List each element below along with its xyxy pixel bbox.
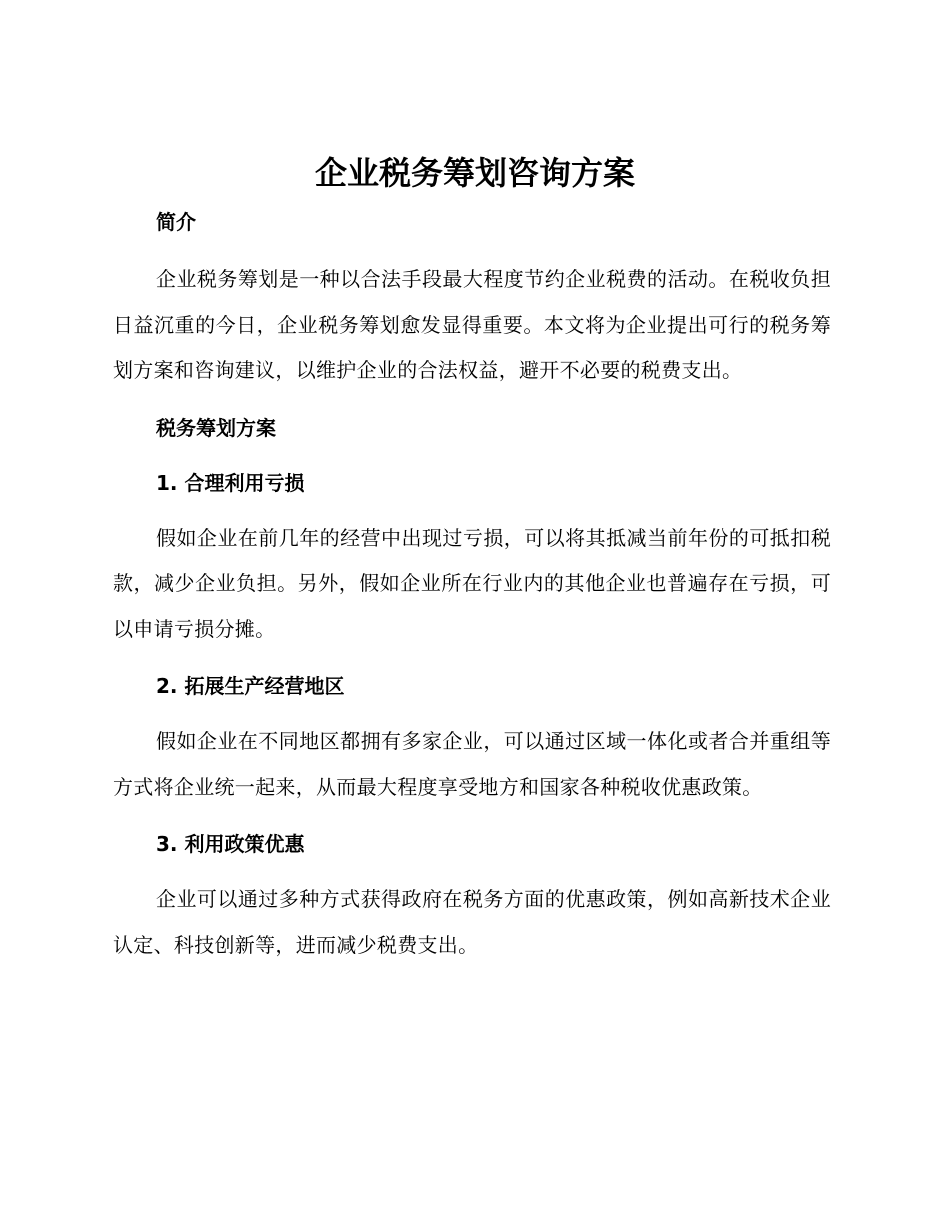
item-heading-1: 1. 合理利用亏损 [156,470,305,495]
item-paragraph-3: 企业可以通过多种方式获得政府在税务方面的优惠政策，例如高新技术企业认定、科技创新等，进而减少税费支出。 [113,887,831,957]
intro-paragraph: 企业税务筹划是一种以合法手段最大程度节约企业税费的活动。在税收负担日益沉重的今日，企业税务筹划愈发显得重要。本文将为企业提出可行的税务筹划方案和咨询建议，以维护企业的合法权益，避开不必要的税费支出。 [113,267,831,382]
section-heading-intro: 简介 [156,210,196,234]
document-title: 企业税务筹划咨询方案 [314,154,635,192]
section-heading-plan: 税务筹划方案 [156,415,276,440]
item-paragraph-1: 假如企业在前几年的经营中出现过亏损，可以将其抵减当前年份的可抵扣税款，减少企业负担。另外，假如企业所在行业内的其他企业也普遍存在亏损，可以申请亏损分摊。 [113,525,831,641]
item-paragraph-2: 假如企业在不同地区都拥有多家企业，可以通过区域一体化或者合并重组等方式将企业统一起来，从而最大程度享受地方和国家各种税收优惠政策。 [113,729,831,799]
document-body [113,200,831,968]
item-heading-3: 3. 利用政策优惠 [156,832,305,856]
item-heading-2: 2. 拓展生产经营地区 [156,674,345,698]
